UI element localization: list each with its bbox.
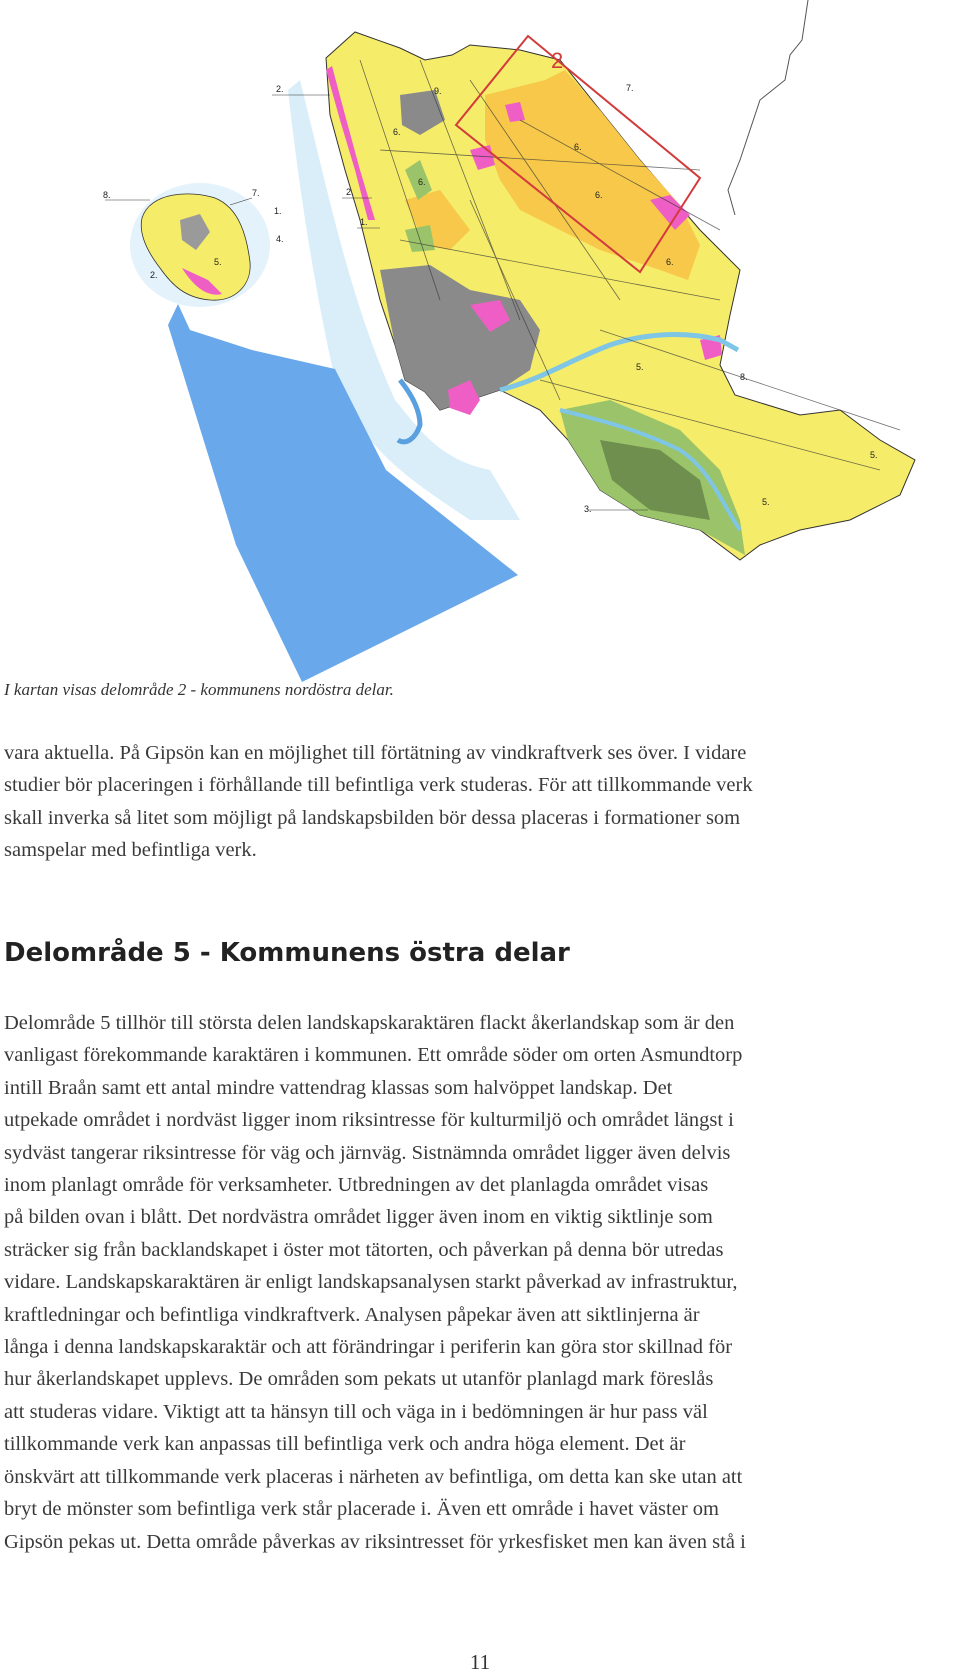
body-paragraph — [4, 1007, 954, 1558]
area-2-number: 2 — [551, 48, 564, 73]
svg-text:7.: 7. — [626, 83, 634, 93]
text-line: hur åkerlandskapet upplevs. De områden som pekats ut utanför planlagd mark föreslås — [4, 1368, 714, 1391]
intro-paragraph — [4, 737, 954, 867]
svg-text:1.: 1. — [360, 217, 368, 227]
text-line: Gipsön pekas ut. Detta område påverkas av riksintresset för yrkesfisket men kan även stå i — [4, 1530, 746, 1553]
svg-text:2.: 2. — [276, 84, 284, 94]
svg-text:5.: 5. — [214, 257, 222, 267]
text-line: samspelar med befintliga verk. — [4, 839, 257, 862]
svg-text:5.: 5. — [870, 450, 878, 460]
page-number: 11 — [469, 1650, 491, 1674]
text-line: bryt de mönster som befintliga verk står placerade i. Även ett område i havet väster om — [4, 1498, 719, 1521]
text-line: sydväst tangerar riksintresse för väg och järnväg. Sistnämnda området ligger även delvis — [4, 1141, 731, 1164]
text-line: att studeras vidare. Viktigt att ta hänsyn till och väga in i bedömningen är hur pass väl — [4, 1400, 708, 1423]
svg-text:8.: 8. — [740, 372, 748, 382]
svg-text:8.: 8. — [103, 190, 111, 200]
svg-text:2.: 2. — [150, 270, 158, 280]
text-line: intill Braån samt ett antal mindre vattendrag klassas som halvöppet landskap. Det — [4, 1076, 673, 1099]
text-line: sträcker sig från backlandskapet i öster mot tätorten, och påverkan på denna bör utredas — [4, 1238, 724, 1261]
text-line: inom planlagt område för verksamheter. Utbredningen av det planlagda området visas — [4, 1174, 709, 1197]
landscape-map — [0, 0, 960, 690]
svg-text:5.: 5. — [636, 362, 644, 372]
svg-text:4.: 4. — [276, 234, 284, 244]
svg-text:1.: 1. — [274, 206, 282, 216]
text-line: vidare. Landskapskaraktären är enligt landskapsanalysen starkt påverkad av infrastruktur, — [4, 1271, 738, 1294]
svg-text:9.: 9. — [434, 86, 442, 96]
text-line: studier bör placeringen i förhållande till befintliga verk studeras. För att tillkommande verk — [4, 774, 753, 797]
text-line: Delområde 5 tillhör till största delen landskapskaraktären flackt åkerlandskap som är den — [4, 1012, 735, 1034]
map-caption: I kartan visas delområde 2 - kommunens nordöstra delar. — [4, 680, 394, 699]
svg-text:6.: 6. — [393, 127, 401, 137]
text-line: vara aktuella. På Gipsön kan en möjlighet till förtätning av vindkraftverk ses över. I vidare — [4, 742, 747, 764]
text-line: kraftledningar och befintliga vindkraftverk. Analysen påpekar även att siktlinjerna är — [4, 1303, 700, 1326]
text-line: tillkommande verk kan anpassas till befintliga verk och andra höga element. Det är — [4, 1433, 686, 1456]
svg-text:3.: 3. — [584, 504, 592, 514]
text-line: långa i denna landskapskaraktär och att förändringar i periferin kan göra stor skillnad för — [4, 1336, 733, 1359]
text-line: önskvärt att tillkommande verk placeras i närheten av befintliga, om detta kan ske utan att — [4, 1465, 743, 1488]
svg-text:7.: 7. — [252, 188, 260, 198]
text-line: vanligast förekommande karaktären i kommunen. Ett område söder om orten Asmundtorp — [4, 1044, 743, 1067]
svg-text:5.: 5. — [762, 497, 770, 507]
section-heading: Delområde 5 - Kommunens östra delar — [4, 938, 570, 968]
svg-text:6.: 6. — [574, 142, 582, 152]
boundary-line — [728, 0, 808, 215]
svg-text:6.: 6. — [595, 190, 603, 200]
text-line: på bilden ovan i blått. Det nordvästra området ligger även inom en viktig siktlinje som — [4, 1206, 713, 1229]
svg-text:6.: 6. — [666, 257, 674, 267]
text-line: skall inverka så litet som möjligt på landskapsbilden bör dessa placeras i formationer som — [4, 806, 741, 829]
text-line: utpekade området i nordväst ligger inom riksintresse för kulturmiljö och området längst i — [4, 1109, 734, 1132]
svg-text:2.: 2. — [346, 187, 354, 197]
svg-text:6.: 6. — [418, 177, 426, 187]
